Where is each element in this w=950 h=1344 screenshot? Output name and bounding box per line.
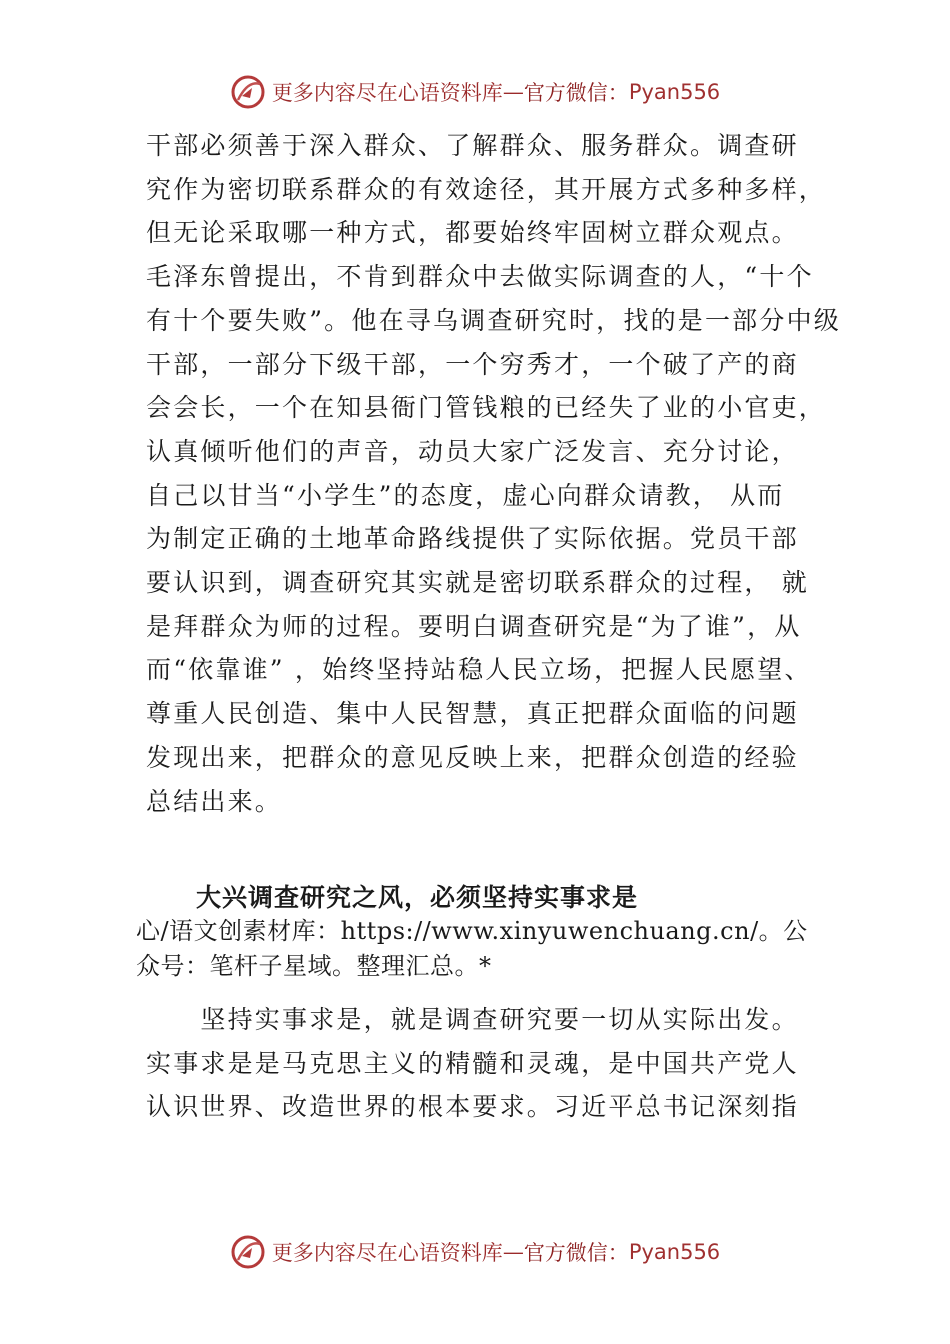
banner-text: 更多内容尽在心语资料库 bbox=[271, 81, 503, 105]
text-line: 是拜群众为师的过程。要明白调查研究是“为了谁”，从 bbox=[146, 611, 802, 641]
logo-icon bbox=[230, 74, 266, 110]
text-line: 总结出来。 bbox=[146, 786, 283, 816]
banner-dash: — bbox=[502, 1240, 524, 1264]
logo-icon bbox=[230, 1234, 266, 1270]
text-line: 有十个要失败”。他在寻乌调查研究时，找的是一部分中级 bbox=[146, 305, 841, 335]
text-line: 但无论采取哪一种方式，都要始终牢固树立群众观点。 bbox=[146, 218, 799, 248]
source-line: 心/语文创素材库：https://www.xinyuwenchuang.cn/。公 bbox=[136, 917, 808, 945]
text-line: 为制定正确的土地革命路线提供了实际依据。党员干部 bbox=[146, 524, 799, 554]
source-line: 众号：笔杆子星域。整理汇总。* bbox=[136, 952, 492, 980]
banner-wechat-label: 官方微信： bbox=[523, 81, 629, 105]
source-note bbox=[136, 914, 808, 984]
section-heading: 大兴调查研究之风，必须坚持实事求是 bbox=[196, 883, 639, 912]
text-line: 发现出来，把群众的意见反映上来，把群众创造的经验 bbox=[146, 742, 799, 772]
text-line: 实事求是是马克思主义的精髓和灵魂，是中国共产党人 bbox=[146, 1048, 799, 1078]
banner-text: 更多内容尽在心语资料库 bbox=[271, 1241, 503, 1265]
banner-wechat-id: Pyan556 bbox=[628, 1240, 721, 1264]
banner-dash: — bbox=[502, 80, 524, 104]
text-line: 而“依靠谁” ，始终坚持站稳人民立场，把握人民愿望、 bbox=[146, 655, 812, 685]
text-line: 毛泽东曾提出，不肯到群众中去做实际调查的人，“十个 bbox=[146, 262, 814, 292]
text-line: 干部必须善于深入群众、了解群众、服务群众。调查研 bbox=[146, 131, 799, 160]
text-line: 干部，一部分下级干部，一个穷秀才，一个破了产的商 bbox=[146, 349, 799, 379]
banner-wechat-id: Pyan556 bbox=[628, 80, 721, 104]
text-line: 要认识到，调查研究其实就是密切联系群众的过程， 就 bbox=[146, 568, 809, 598]
text-line: 尊重人民创造、集中人民智慧，真正把群众面临的问题 bbox=[146, 699, 799, 729]
header-banner bbox=[0, 70, 950, 114]
text-line: 认真倾听他们的声音，动员大家广泛发言、充分讨论， bbox=[146, 436, 799, 466]
banner-wechat-label: 官方微信： bbox=[523, 1241, 629, 1265]
footer-banner bbox=[0, 1230, 950, 1274]
paragraph-1 bbox=[146, 124, 841, 823]
text-line: 坚持实事求是，就是调查研究要一切从实际出发。 bbox=[146, 1005, 799, 1034]
text-line: 会会长，一个在知县衙门管钱粮的已经失了业的小官吏， bbox=[146, 393, 827, 423]
paragraph-2 bbox=[146, 998, 816, 1129]
text-line: 究作为密切联系群众的有效途径，其开展方式多种多样， bbox=[146, 174, 827, 204]
text-line: 认识世界、改造世界的根本要求。习近平总书记深刻指 bbox=[146, 1092, 799, 1122]
text-line: 自己以甘当“小学生”的态度，虚心向群众请教， 从而 bbox=[146, 480, 785, 510]
